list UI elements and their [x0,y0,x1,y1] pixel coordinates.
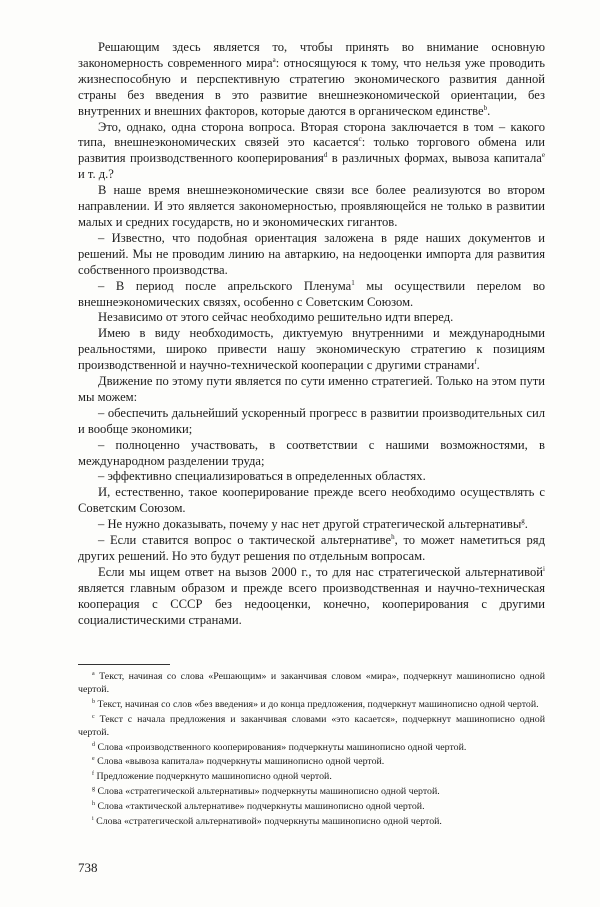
footnote [78,786,545,799]
footnote-marker: h [391,533,395,542]
footnote-marker: g [521,517,525,526]
body-paragraph [78,310,545,326]
footnote-mark: e [92,756,95,763]
body-paragraph [78,326,545,374]
footnote-text: Слова «тактической альтернативе» подчеркнуты машинописно одной чертой. [97,801,425,813]
footnote-mark: d [92,741,95,748]
footnote-mark: c [92,713,95,720]
footnote-marker: c [358,135,362,144]
body-paragraph [78,565,545,629]
footnote-mark: f [92,771,94,778]
footnote-mark: i [92,816,94,823]
footnote-text: Слова «вывоза капитала» подчеркнуты машинописно одной чертой. [97,756,385,768]
footnote-text: Текст с начала предложения и заканчивая словами «это касается», подчеркнут машинописно одной чертой. [78,713,545,738]
text-run: , то может наметиться ряд других решений. Но это будут решения по отдельным вопросам. [78,533,545,563]
text-run: : только торгового обмена или развития производственного кооперирования [78,135,545,166]
footnotes [78,671,545,831]
body-paragraph [78,517,545,533]
footnote-text: Текст, начиная со слова «Решающим» и заканчивая словом «мира», подчеркнут машинописно одной чертой. [78,671,545,695]
body-paragraph [78,374,545,406]
footnote-text: Слова «стратегической альтернативой» подчеркнуты машинописно одной чертой. [96,816,442,828]
footnote-divider [78,664,170,665]
text-run: . [524,517,528,532]
text-run: и т. д.? [78,167,114,182]
body-paragraph [78,533,545,565]
text-run: : относящуюся к тому, что нельзя уже проводить жизнеспособную и перспективную стратегию экономического развития данной страны без введения в это развитие внешнеэкономической ориентации, без внутренних и внешних факторов, которые даются в органическом единстве [78,55,545,118]
body-paragraph [78,231,545,279]
footnote-marker: i [543,564,545,573]
footnote-text: Предложение подчеркнуто машинописно одной чертой. [96,771,332,783]
footnote-marker: d [323,151,328,160]
text-run: – эффективно специализироваться в определенных областях. [98,469,426,484]
body-paragraph [78,485,545,517]
footnote-marker: a [272,55,276,64]
footnote [78,671,545,697]
footnote-marker: 1 [351,278,355,287]
text-run: – обеспечить дальнейший ускоренный прогресс в развитии производительных сил и вообще экономики; [78,405,545,436]
text-run: – Известно, что подобная ориентация заложена в ряде наших документов и решений. Мы не проводим линию на автаркию, на недооценки импорта для развития собственного производства. [78,230,545,277]
footnote-mark: h [92,801,95,808]
footnote [78,771,545,784]
body-paragraph [78,279,545,311]
body-paragraph [78,469,545,485]
footnote [78,742,545,755]
text-run: В наше время внешнеэкономические связи все более реализуются во втором направлении. И это является закономерностью, проявляющейся не только в развитии малых и средних государств, но и экономических гигантов. [78,183,545,229]
footnote-marker: b [483,103,488,112]
footnote [78,756,545,769]
text-run: . [487,103,491,118]
text-run: И, естественно, такое кооперирование прежде всего необходимо осуществлять с Советским Союзом. [78,485,545,516]
text-run: – полноценно участвовать, в соответствии с нашими возможностями, в международном разделении труда; [78,437,545,468]
footnote [78,801,545,814]
page-number: 738 [78,860,98,875]
footnote [78,714,545,740]
footnote [78,816,545,829]
text-run: – Если ставится вопрос о тактической альтернативе [98,533,392,548]
text-run: . [476,358,480,373]
text-run: Движение по этому пути является по сути именно стратегией. Только на этом пути мы можем: [78,374,545,404]
text-run: мы осуществили перелом во внешнеэкономических связях, особенно с Советским Союзом. [78,278,545,309]
main-text [78,40,545,629]
footnote-text: Текст, начиная со слов «без введения» и до конца предложения, подчеркнут машинописно одной чертой. [97,698,539,710]
footnote-marker: f [474,358,477,367]
text-run: является главным образом и прежде всего производственная и научно-техническая кооперация с СССР без недооценки, конечно, кооперирования с другими социалистическими странами. [78,580,545,627]
footnote-mark: a [92,671,95,677]
footnote-text: Слова «производственного кооперирования» подчеркнуты машинописно одной чертой. [97,741,467,753]
text-run: Независимо от этого сейчас необходимо решительно идти вперед. [98,310,454,325]
body-paragraph [78,183,545,231]
text-run: – Не нужно доказывать, почему у нас нет другой стратегической альтернативы [98,517,522,532]
body-paragraph [78,120,545,184]
footnote-text: Слова «стратегической альтернативы» подчеркнуты машинописно одной чертой. [97,786,440,798]
text-run: Если мы ищем ответ на вызов 2000 г., то для нас стратегической альтернативой [98,564,544,579]
footnote [78,699,545,712]
footnote-mark: g [92,786,95,793]
text-run: – В период после апрельского Пленума [98,278,352,293]
text-run: Решающим здесь является то, чтобы принять во внимание основную закономерность современного мира [78,40,545,70]
text-run: Имею в виду необходимость, диктуемую внутренними и международными реальностями, широко привести нашу экономическую стратегию к позициям производственной и научно-технической кооперации с другими странами [78,326,545,373]
text-run: в различных формах, вывоза капитала [327,151,542,166]
body-paragraph [78,438,545,470]
body-paragraph [78,406,545,438]
text-run: Это, однако, одна сторона вопроса. Вторая сторона заключается в том – какого типа, внешнеэкономических связей это касается [78,119,545,150]
footnote-mark: b [92,698,95,705]
footnote-marker: e [541,151,545,160]
body-paragraph [78,40,545,120]
